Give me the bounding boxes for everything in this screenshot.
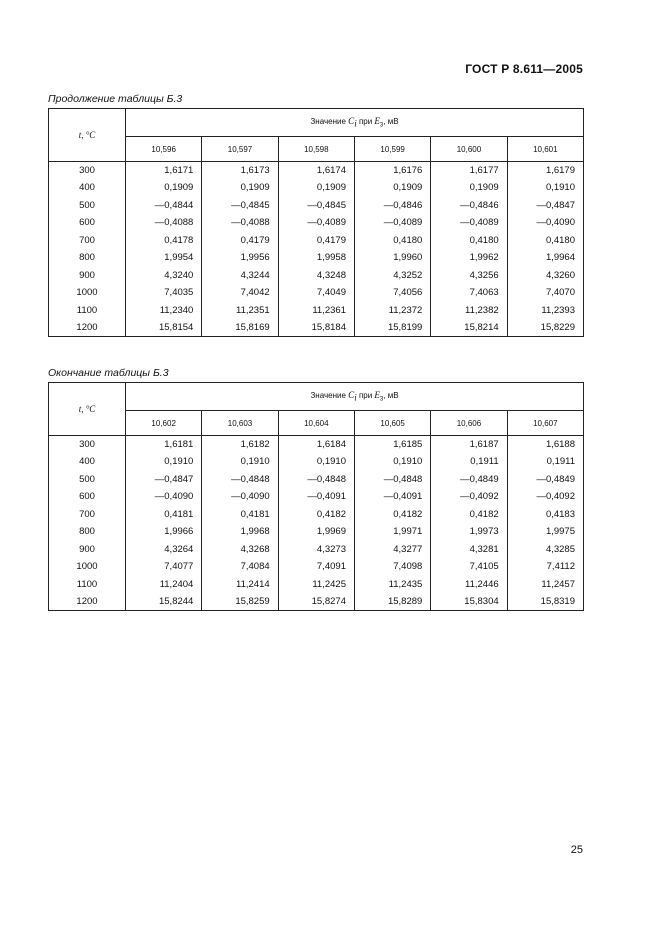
value-cell: —0,4847: [126, 471, 202, 489]
value-cell: 15,8319: [507, 593, 583, 611]
temperature-cell: 300: [49, 436, 126, 454]
value-cell: 0,4179: [202, 232, 278, 250]
column-header: 10,599: [354, 137, 430, 162]
value-cell: —0,4848: [278, 471, 354, 489]
value-cell: 15,8304: [431, 593, 507, 611]
value-cell: 1,6171: [126, 162, 202, 180]
value-cell: 15,8184: [278, 319, 354, 337]
value-cell: 0,1909: [431, 179, 507, 197]
value-cell: —0,4089: [278, 214, 354, 232]
table-row: [49, 179, 584, 197]
value-cell: 11,2414: [202, 576, 278, 594]
value-cell: 4,3248: [278, 267, 354, 285]
value-cell: 0,1909: [202, 179, 278, 197]
value-cell: 1,9956: [202, 249, 278, 267]
temperature-cell: 900: [49, 267, 126, 285]
value-cell: 1,6179: [507, 162, 583, 180]
value-cell: —0,4846: [354, 197, 430, 215]
temperature-cell: 700: [49, 506, 126, 524]
table-row: [49, 267, 584, 285]
temperature-cell: 600: [49, 214, 126, 232]
value-cell: 1,9971: [354, 523, 430, 541]
value-cell: 7,4070: [507, 284, 583, 302]
column-header: 10,602: [126, 411, 202, 436]
value-cell: 0,1910: [507, 179, 583, 197]
value-cell: 11,2351: [202, 302, 278, 320]
value-cell: 1,9964: [507, 249, 583, 267]
value-cell: 7,4056: [354, 284, 430, 302]
value-cell: 0,1909: [278, 179, 354, 197]
table-row: [49, 284, 584, 302]
value-cell: —0,4845: [278, 197, 354, 215]
value-cell: 0,4181: [126, 506, 202, 524]
table-caption: Окончание таблицы Б.3: [48, 367, 169, 379]
column-header: 10,598: [278, 137, 354, 162]
value-cell: —0,4088: [202, 214, 278, 232]
value-cell: 1,6176: [354, 162, 430, 180]
value-cell: 0,1911: [431, 453, 507, 471]
value-cell: 4,3240: [126, 267, 202, 285]
data-table: [48, 108, 584, 337]
value-cell: 11,2446: [431, 576, 507, 594]
column-headers-row: [49, 411, 584, 436]
value-cell: 1,9973: [431, 523, 507, 541]
value-cell: 11,2382: [431, 302, 507, 320]
table-row: [49, 541, 584, 559]
value-cell: 0,4179: [278, 232, 354, 250]
value-cell: —0,4091: [278, 488, 354, 506]
temperature-cell: 500: [49, 471, 126, 489]
table-row: [49, 576, 584, 594]
value-cell: 1,6188: [507, 436, 583, 454]
temperature-cell: 1100: [49, 302, 126, 320]
value-cell: 0,1909: [126, 179, 202, 197]
value-cell: 0,1910: [126, 453, 202, 471]
value-cell: 7,4042: [202, 284, 278, 302]
value-cell: 1,6174: [278, 162, 354, 180]
value-cell: 11,2435: [354, 576, 430, 594]
value-cell: 1,9960: [354, 249, 430, 267]
value-cell: 0,4180: [431, 232, 507, 250]
value-cell: 15,8199: [354, 319, 430, 337]
temperature-cell: 800: [49, 249, 126, 267]
value-cell: —0,4847: [507, 197, 583, 215]
column-header: 10,597: [202, 137, 278, 162]
value-cell: 1,6173: [202, 162, 278, 180]
value-cell: 7,4035: [126, 284, 202, 302]
value-cell: 15,8154: [126, 319, 202, 337]
table-row: [49, 319, 584, 337]
table-body: [49, 162, 584, 337]
column-header: 10,603: [202, 411, 278, 436]
table-row: [49, 471, 584, 489]
temperature-cell: 500: [49, 197, 126, 215]
value-cell: 4,3281: [431, 541, 507, 559]
value-cell: —0,4092: [431, 488, 507, 506]
table-row: [49, 302, 584, 320]
value-cell: 11,2372: [354, 302, 430, 320]
value-cell: 1,9969: [278, 523, 354, 541]
value-cell: 0,4180: [354, 232, 430, 250]
value-cell: 11,2361: [278, 302, 354, 320]
temperature-cell: 900: [49, 541, 126, 559]
table-row: [49, 436, 584, 454]
value-cell: 7,4049: [278, 284, 354, 302]
value-cell: 7,4098: [354, 558, 430, 576]
value-cell: 15,8169: [202, 319, 278, 337]
table-row: [49, 249, 584, 267]
value-cell: 1,9975: [507, 523, 583, 541]
value-cell: —0,4846: [431, 197, 507, 215]
value-cell: 7,4084: [202, 558, 278, 576]
value-cell: —0,4848: [202, 471, 278, 489]
value-cell: 15,8274: [278, 593, 354, 611]
value-cell: —0,4849: [507, 471, 583, 489]
value-cell: 0,1909: [354, 179, 430, 197]
value-cell: 1,9968: [202, 523, 278, 541]
table-row: [49, 558, 584, 576]
value-cell: —0,4089: [431, 214, 507, 232]
temperature-cell: 1100: [49, 576, 126, 594]
value-cell: 0,4182: [431, 506, 507, 524]
value-cell: 4,3260: [507, 267, 583, 285]
value-cell: 1,9966: [126, 523, 202, 541]
temperature-cell: 1200: [49, 319, 126, 337]
value-cell: 7,4077: [126, 558, 202, 576]
value-cell: —0,4844: [126, 197, 202, 215]
value-header: Значение $C_i$ при $E_3$, мВ: [126, 109, 584, 137]
column-header: 10,604: [278, 411, 354, 436]
value-cell: 4,3244: [202, 267, 278, 285]
value-cell: 4,3264: [126, 541, 202, 559]
table-row: [49, 488, 584, 506]
value-cell: 0,4181: [202, 506, 278, 524]
table-row: [49, 197, 584, 215]
value-cell: —0,4848: [354, 471, 430, 489]
value-cell: 1,9954: [126, 249, 202, 267]
table-row: [49, 506, 584, 524]
value-cell: 15,8229: [507, 319, 583, 337]
value-cell: 1,6181: [126, 436, 202, 454]
value-cell: 1,9958: [278, 249, 354, 267]
value-cell: —0,4845: [202, 197, 278, 215]
temperature-column-header: t, °C: [49, 383, 126, 436]
value-cell: 0,1911: [507, 453, 583, 471]
document-code: ГОСТ Р 8.611—2005: [465, 62, 583, 76]
value-cell: 11,2393: [507, 302, 583, 320]
value-cell: 0,4183: [507, 506, 583, 524]
value-cell: —0,4849: [431, 471, 507, 489]
table-body: [49, 436, 584, 611]
temperature-cell: 1000: [49, 558, 126, 576]
value-cell: 1,6185: [354, 436, 430, 454]
table-row: [49, 453, 584, 471]
value-cell: 1,9962: [431, 249, 507, 267]
value-cell: —0,4089: [354, 214, 430, 232]
value-cell: 0,4182: [354, 506, 430, 524]
value-cell: 7,4091: [278, 558, 354, 576]
column-header: 10,596: [126, 137, 202, 162]
value-cell: 4,3252: [354, 267, 430, 285]
value-cell: 4,3268: [202, 541, 278, 559]
value-cell: —0,4091: [354, 488, 430, 506]
table-row: [49, 523, 584, 541]
column-headers-row: [49, 137, 584, 162]
column-header: 10,607: [507, 411, 583, 436]
value-cell: 0,4180: [507, 232, 583, 250]
value-cell: 7,4105: [431, 558, 507, 576]
value-cell: —0,4090: [507, 214, 583, 232]
value-cell: 4,3256: [431, 267, 507, 285]
temperature-cell: 400: [49, 453, 126, 471]
value-cell: 15,8259: [202, 593, 278, 611]
value-cell: 15,8214: [431, 319, 507, 337]
column-header: 10,600: [431, 137, 507, 162]
value-cell: 1,6187: [431, 436, 507, 454]
value-cell: 15,8289: [354, 593, 430, 611]
value-cell: —0,4090: [126, 488, 202, 506]
value-cell: 0,4178: [126, 232, 202, 250]
table-row: [49, 232, 584, 250]
temperature-cell: 1200: [49, 593, 126, 611]
value-cell: 11,2425: [278, 576, 354, 594]
value-cell: 0,1910: [278, 453, 354, 471]
temperature-cell: 700: [49, 232, 126, 250]
temperature-cell: 600: [49, 488, 126, 506]
value-cell: 7,4063: [431, 284, 507, 302]
temperature-column-header: t, °C: [49, 109, 126, 162]
temperature-cell: 300: [49, 162, 126, 180]
page-number: 25: [570, 844, 583, 856]
value-cell: 1,6177: [431, 162, 507, 180]
table-row: [49, 593, 584, 611]
value-cell: 11,2457: [507, 576, 583, 594]
value-cell: 0,1910: [202, 453, 278, 471]
value-cell: 4,3285: [507, 541, 583, 559]
value-cell: —0,4092: [507, 488, 583, 506]
value-cell: —0,4088: [126, 214, 202, 232]
temperature-cell: 400: [49, 179, 126, 197]
value-cell: —0,4090: [202, 488, 278, 506]
table-caption: Продолжение таблицы Б.3: [48, 93, 183, 105]
value-cell: 11,2340: [126, 302, 202, 320]
temperature-cell: 1000: [49, 284, 126, 302]
value-cell: 1,6182: [202, 436, 278, 454]
temperature-cell: 800: [49, 523, 126, 541]
column-header: 10,606: [431, 411, 507, 436]
value-cell: 0,1910: [354, 453, 430, 471]
value-cell: 1,6184: [278, 436, 354, 454]
value-cell: 4,3273: [278, 541, 354, 559]
value-cell: 11,2404: [126, 576, 202, 594]
table-row: [49, 214, 584, 232]
value-cell: 15,8244: [126, 593, 202, 611]
value-cell: 0,4182: [278, 506, 354, 524]
value-cell: 4,3277: [354, 541, 430, 559]
value-cell: 7,4112: [507, 558, 583, 576]
column-header: 10,601: [507, 137, 583, 162]
table-row: [49, 162, 584, 180]
column-header: 10,605: [354, 411, 430, 436]
data-table: [48, 382, 584, 611]
value-header: Значение $C_i$ при $E_3$, мВ: [126, 383, 584, 411]
